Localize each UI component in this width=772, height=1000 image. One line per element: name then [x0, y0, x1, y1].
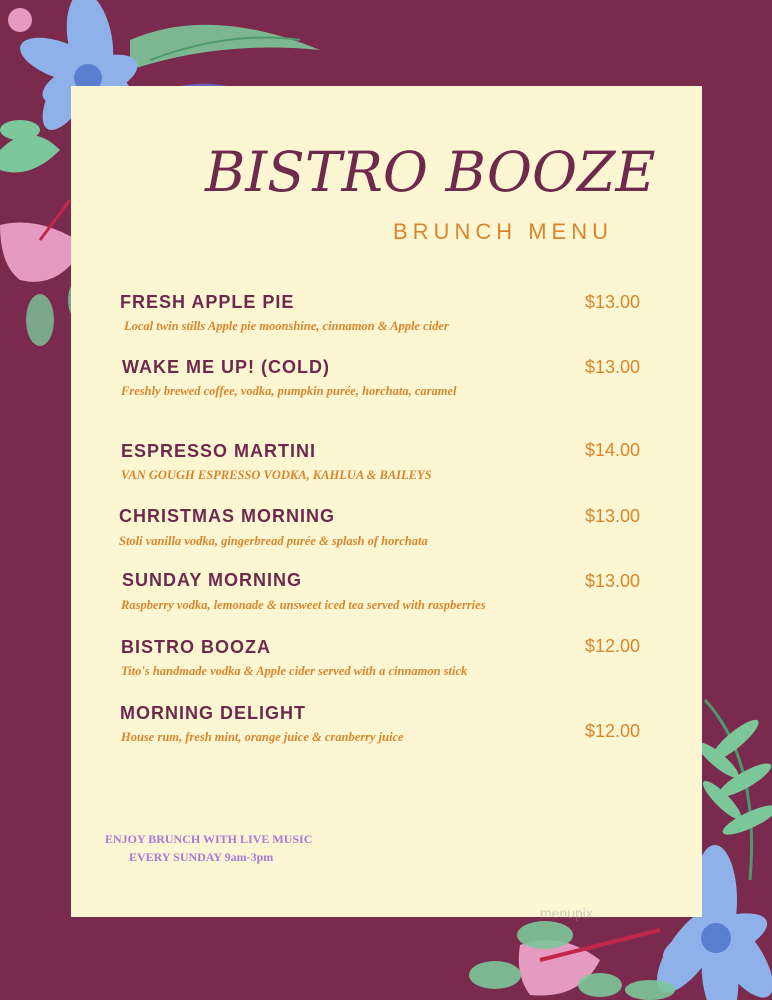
footer-line-1: ENJOY BRUNCH WITH LIVE MUSIC [105, 832, 313, 846]
menu-item-name: CHRISTMAS MORNING [119, 506, 335, 526]
menu-subtitle: BRUNCH MENU [393, 219, 613, 244]
menu-item-name: SUNDAY MORNING [122, 570, 303, 590]
footer-line-2: EVERY SUNDAY 9am-3pm [129, 850, 274, 864]
menu-item-description: House rum, fresh mint, orange juice & cranberry juice [121, 730, 404, 744]
menu-item-description: VAN GOUGH ESPRESSO VODKA, KAHLUA & BAILEYS [121, 468, 432, 482]
menu-item-price: $12.00 [585, 636, 641, 656]
menu-item-description: Freshly brewed coffee, vodka, pumpkin purée, horchata, caramel [121, 384, 457, 398]
menu-title: BISTRO BOOZE [205, 140, 656, 204]
menu-item-price: $12.00 [585, 721, 641, 741]
menu-item-name: WAKE ME UP! (COLD) [122, 357, 330, 377]
menu-item-description: Stoli vanilla vodka, gingerbread purée & splash of horchata [119, 534, 428, 548]
menu-item-name: ESPRESSO MARTINI [121, 441, 317, 461]
menu-item-price: $13.00 [585, 357, 641, 377]
watermark: menupix [540, 905, 593, 921]
menu-item-price: $13.00 [585, 571, 641, 591]
menu-item-name: FRESH APPLE PIE [120, 292, 295, 312]
menu-item-description: Local twin stills Apple pie moonshine, cinnamon & Apple cider [124, 319, 449, 333]
menu-item-description: Tito's handmade vodka & Apple cider served with a cinnamon stick [121, 664, 468, 678]
menu-item-price: $14.00 [585, 440, 641, 460]
menu-item-description: Raspberry vodka, lemonade & unsweet iced tea served with raspberries [121, 598, 486, 612]
menu-card [71, 86, 702, 917]
menu-item-price: $13.00 [585, 506, 641, 526]
menu-item-name: MORNING DELIGHT [120, 703, 306, 723]
menu-item-name: BISTRO BOOZA [121, 637, 271, 657]
menu-item-price: $13.00 [585, 292, 641, 312]
